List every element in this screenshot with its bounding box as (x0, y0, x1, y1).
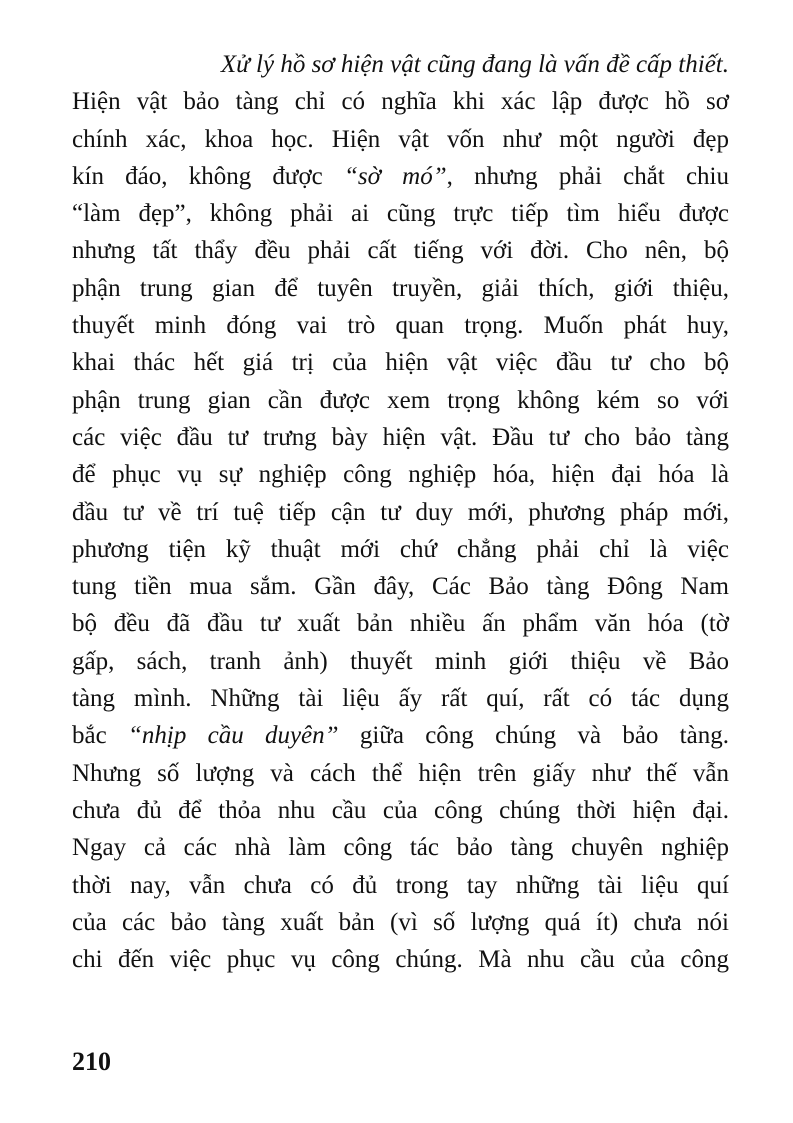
text-line: “làm đẹp”, không phải ai cũng trực tiếp tìm hiểu được (72, 200, 729, 228)
text-line: khai thác hết giá trị của hiện vật việc đầu tư cho bộ (72, 349, 729, 377)
text-line: Ngay cả các nhà làm công tác bảo tàng chuyên nghiệp (72, 834, 729, 862)
text-line: tàng mình. Những tài liệu ấy rất quí, rất có tác dụng (72, 685, 729, 713)
text-line: phận trung gian cần được xem trọng không kém so với (72, 386, 729, 414)
text-line: chính xác, khoa học. Hiện vật vốn như một người đẹp (72, 125, 729, 153)
text-segment: giữa công chúng và bảo tàng. (338, 722, 729, 750)
text-line: phận trung gian để tuyên truyền, giải thích, giới thiệu, (72, 274, 729, 302)
text-line (72, 158, 729, 195)
text-line: Nhưng số lượng và cách thể hiện trên giấy như thế vẫn (72, 759, 729, 787)
text-line: nhưng tất thẩy đều phải cất tiếng với đời. Cho nên, bộ (72, 237, 729, 265)
italic-quote: “nhịp cầu duyên” (127, 722, 339, 750)
text-line (72, 717, 729, 754)
text-line: các việc đầu tư trưng bày hiện vật. Đầu tư cho bảo tàng (72, 423, 729, 451)
text-line: chưa đủ để thỏa nhu cầu của công chúng thời hiện đại. (72, 796, 729, 824)
body-text (72, 46, 729, 978)
text-line: Xử lý hồ sơ hiện vật cũng đang là vấn đề cấp thiết. (220, 51, 729, 78)
text-line: Hiện vật bảo tàng chỉ có nghĩa khi xác lập được hồ sơ (72, 88, 729, 116)
text-line: của các bảo tàng xuất bản (vì số lượng quá ít) chưa nói (72, 908, 729, 936)
text-segment: kín đáo, không được (72, 162, 344, 190)
text-line: bộ đều đã đầu tư xuất bản nhiều ấn phẩm văn hóa (tờ (72, 610, 729, 638)
italic-quote: “sờ mó” (344, 162, 447, 190)
text-line: gấp, sách, tranh ảnh) thuyết minh giới thiệu về Bảo (72, 647, 729, 675)
text-segment: , nhưng phải chắt chiu (446, 162, 729, 190)
text-line: thuyết minh đóng vai trò quan trọng. Muốn phát huy, (72, 312, 729, 340)
text-line: tung tiền mua sắm. Gần đây, Các Bảo tàng Đông Nam (72, 573, 729, 601)
text-line: để phục vụ sự nghiệp công nghiệp hóa, hiện đại hóa là (72, 461, 729, 489)
text-line: thời nay, vẫn chưa có đủ trong tay những tài liệu quí (72, 871, 729, 899)
page-number: 210 (72, 1047, 111, 1076)
text-line: phương tiện kỹ thuật mới chứ chẳng phải chỉ là việc (72, 535, 729, 563)
text-line: đầu tư về trí tuệ tiếp cận tư duy mới, phương pháp mới, (72, 498, 729, 526)
text-segment: bắc (72, 722, 128, 750)
text-line: chi đến việc phục vụ công chúng. Mà nhu cầu của công (72, 946, 729, 974)
